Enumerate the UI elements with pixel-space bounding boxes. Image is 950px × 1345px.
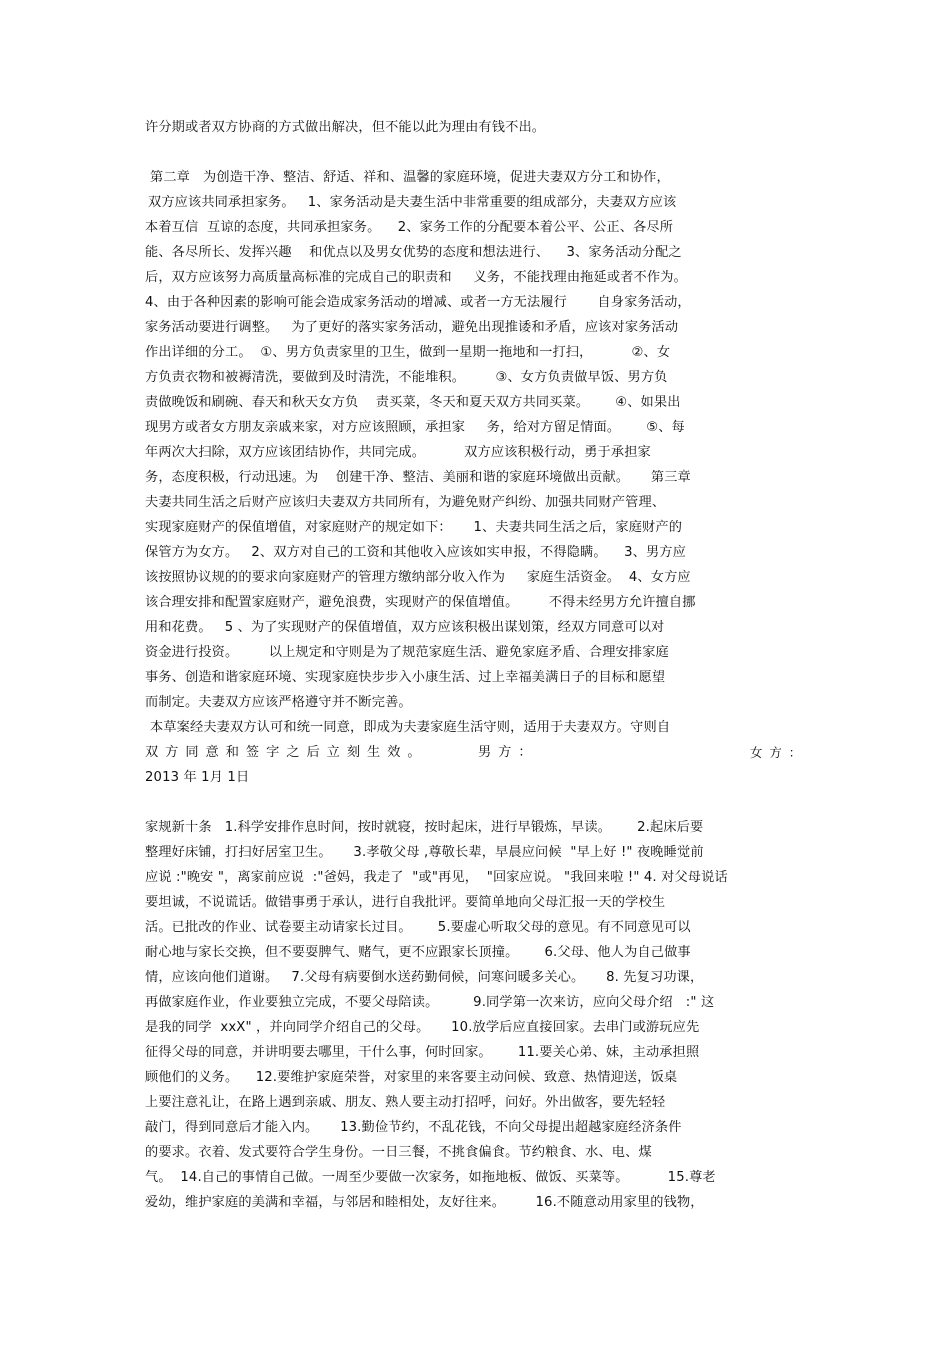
text-line: 应说 :"晚安 "，离家前应说 :"爸妈，我走了 "或"再见， "回家应说。 "我回来啦 !" 4. 对父母说话 bbox=[145, 870, 728, 885]
text-line: 双方同意和签字之后立刻生效。 bbox=[145, 745, 428, 760]
text-line: 双方应该共同承担家务。 1、家务活动是夫妻生活中非常重要的组成部分，夫妻双方应该 bbox=[148, 195, 677, 210]
text-line: 责做晚饭和刷碗、春天和秋天女方负 责买菜，冬天和夏天双方共同买菜。 ④、如果出 bbox=[145, 395, 681, 410]
text-line: 气。 14.自己的事情自己做。一周至少要做一次家务，如拖地板、做饭、买菜等。 15.尊老 bbox=[145, 1170, 716, 1185]
text-line: 现男方或者女方朋友亲戚来家，对方应该照顾，承担家 务，给对方留足情面。 ⑤、每 bbox=[145, 420, 685, 435]
text-line: 夫妻共同生活之后财产应该归夫妻双方共同所有，为避免财产纠纷、加强共同财产管理、 bbox=[145, 495, 666, 510]
text-line: 作出详细的分工。 ①、男方负责家里的卫生，做到一星期一拖地和一打扫， ②、女 bbox=[145, 345, 671, 360]
text-line: 要坦诚，不说谎话。做错事勇于承认，进行自我批评。要简单地向父母汇报一天的学校生 bbox=[145, 895, 666, 910]
text-line: 4、由于各种因素的影响可能会造成家务活动的增减、或者一方无法履行 自身家务活动， bbox=[145, 295, 691, 310]
text-line: 上要注意礼让，在路上遇到亲戚、朋友、熟人要主动打招呼，问好。外出做客，要先轻轻 bbox=[145, 1095, 666, 1110]
text-line: 资金进行投资。 以上规定和守则是为了规范家庭生活、避免家庭矛盾、合理安排家庭 bbox=[145, 645, 669, 660]
text-line: 顾他们的义务。 12.要维护家庭荣誉，对家里的来客要主动问候、致意、热情迎送，饭桌 bbox=[145, 1070, 678, 1085]
text-line: 本草案经夫妻双方认可和统一同意，即成为夫妻家庭生活守则，适用于夫妻双方。守则自 bbox=[150, 720, 671, 735]
text-line: 耐心地与家长交换，但不要耍脾气、赌气，更不应跟家长顶撞。 6.父母、他人为自己做事 bbox=[145, 945, 691, 960]
text-line: 再做家庭作业，作业要独立完成，不要父母陪读。 9.同学第一次来访，应向父母介绍 :" 这 bbox=[145, 995, 715, 1010]
text-line: 该合理安排和配置家庭财产，避免浪费，实现财产的保值增值。 不得未经男方允许擅自挪 bbox=[145, 595, 696, 610]
text-line: 家务活动要进行调整。 为了更好的落实家务活动，避免出现推诿和矛盾，应该对家务活动 bbox=[145, 320, 679, 335]
text-line: 敲门，得到同意后才能入内。 13.勤俭节约，不乱花钱，不向父母提出超越家庭经济条件 bbox=[145, 1120, 682, 1135]
text-line: 实现家庭财产的保值增值，对家庭财产的规定如下： 1、夫妻共同生活之后，家庭财产的 bbox=[145, 520, 683, 535]
text-line: 保管方为女方。 2、双方对自己的工资和其他收入应该如实申报，不得隐瞒。 3、男方应 bbox=[145, 545, 686, 560]
text-line: 方负责衣物和被褥清洗，要做到及时清洗，不能堆积。 ③、女方负责做早饭、男方负 bbox=[145, 370, 668, 385]
text-line: 活。已批改的作业、试卷要主动请家长过目。 5.要虚心听取父母的意见。有不同意见可以 bbox=[145, 920, 691, 935]
text-line: 情，应该向他们道谢。 7.父母有病要倒水送药勤伺候，问寒问暖多关心。 8. 先复习功课， bbox=[145, 970, 704, 985]
text-line: 年两次大扫除，双方应该团结协作，共同完成。 双方应该积极行动，勇于承担家 bbox=[145, 445, 651, 460]
text-line: 能、各尽所长、发挥兴趣 和优点以及男女优势的态度和想法进行、 3、家务活动分配之 bbox=[145, 245, 682, 260]
text-line: 征得父母的同意，并讲明要去哪里，干什么事，何时回家。 11.要关心弟、妹，主动承担照 bbox=[145, 1045, 700, 1060]
signature-male: 男方： bbox=[478, 745, 539, 760]
text-line: 整理好床铺，打扫好居室卫生。 3.孝敬父母 ,尊敬长辈，早晨应问候 "早上好 !" 夜晚睡觉前 bbox=[145, 845, 704, 860]
text-line: 务，态度积极，行动迅速。为 创建干净、整洁、美丽和谐的家庭环境做出贡献。 第三章 bbox=[145, 470, 691, 485]
text-line: 而制定。夫妻双方应该严格遵守并不断完善。 bbox=[145, 695, 412, 710]
text-line: 后，双方应该努力高质量高标准的完成自己的职责和 义务，不能找理由拖延或者不作为。 bbox=[145, 270, 687, 285]
text-line: 事务、创造和谐家庭环境、实现家庭快步步入小康生活、过上幸福美满日子的目标和愿望 bbox=[145, 670, 666, 685]
text-line: 的要求。衣着、发式要符合学生身份。一日三餐，不挑食偏食。节约粮食、水、电、煤 bbox=[145, 1145, 652, 1160]
text-line: 爱幼，维护家庭的美满和幸福，与邻居和睦相处，友好往来。 16.不随意动用家里的钱物， bbox=[145, 1195, 704, 1210]
text-line: 第二章 为创造干净、整洁、舒适、祥和、温馨的家庭环境，促进夫妻双方分工和协作， bbox=[150, 170, 670, 185]
text-line: 是我的同学 xxX" ，并向同学介绍自己的父母。 10.放学后应直接回家。去串门或游玩应先 bbox=[145, 1020, 700, 1035]
text-line: 许分期或者双方协商的方式做出解决，但不能以此为理由有钱不出。 bbox=[145, 120, 546, 135]
text-line: 家规新十条 1.科学安排作息时间，按时就寝，按时起床，进行早锻炼，早读。 2.起床后要 bbox=[145, 820, 704, 835]
document-date: 2013 年 1月 1日 bbox=[145, 770, 250, 785]
signature-female: 女方： bbox=[750, 745, 809, 760]
text-line: 该按照协议规的的要求向家庭财产的管理方缴纳部分收入作为 家庭生活资金。 4、女方应 bbox=[145, 570, 691, 585]
text-line: 本着互信 互谅的态度，共同承担家务。 2、家务工作的分配要本着公平、公正、各尽所 bbox=[145, 220, 674, 235]
text-line: 用和花费。 5 、为了实现财产的保值增值，双方应该积极出谋划策，经双方同意可以对 bbox=[145, 620, 665, 635]
